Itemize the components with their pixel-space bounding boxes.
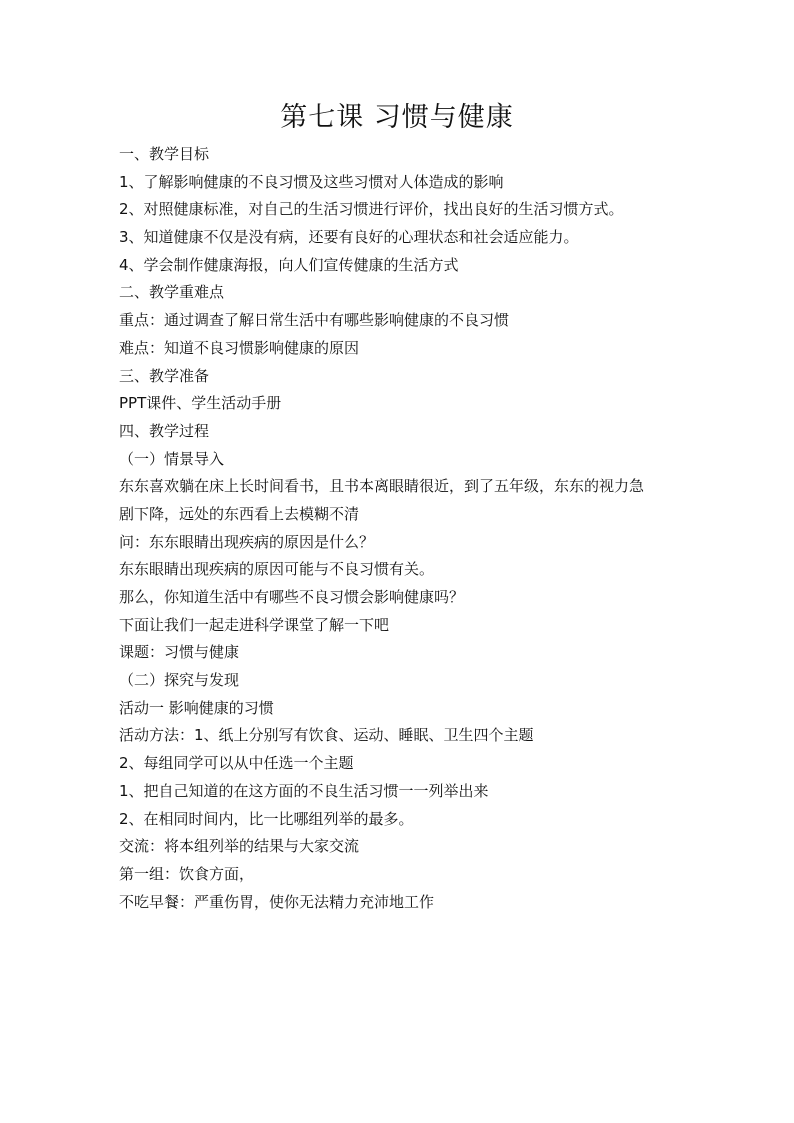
body-line: 东东喜欢躺在床上长时间看书，且书本离眼睛很近，到了五年级，东东的视力急 bbox=[119, 477, 645, 496]
body-line: （一）情景导入 bbox=[119, 449, 225, 468]
body-line: 交流：将本组列举的结果与大家交流 bbox=[119, 837, 360, 856]
body-line: 2、在相同时间内，比一比哪组列举的最多。 bbox=[119, 809, 414, 828]
body-line: 问：东东眼睛出现疾病的原因是什么？ bbox=[119, 532, 375, 551]
body-line: 1、把自己知道的在这方面的不良生活习惯一一列举出来 bbox=[119, 781, 489, 800]
body-line: 4、学会制作健康海报，向人们宣传健康的生活方式 bbox=[119, 255, 459, 274]
document-title: 第七课 习惯与健康 bbox=[280, 102, 514, 133]
body-line: 难点：知道不良习惯影响健康的原因 bbox=[119, 338, 360, 357]
body-line: 课题：习惯与健康 bbox=[119, 643, 240, 662]
body-line: 那么，你知道生活中有哪些不良习惯会影响健康吗？ bbox=[119, 588, 465, 606]
body-line: 活动一 影响健康的习惯 bbox=[119, 698, 274, 717]
document-body bbox=[119, 141, 679, 916]
body-line: 东东眼睛出现疾病的原因可能与不良习惯有关。 bbox=[119, 560, 435, 579]
body-line: 活动方法：1、纸上分别写有饮食、运动、睡眠、卫生四个主题 bbox=[119, 726, 534, 745]
body-line: 剧下降，远处的东西看上去模糊不清 bbox=[119, 504, 360, 523]
body-line: 3、知道健康不仅是没有病，还要有良好的心理状态和社会适应能力。 bbox=[119, 228, 579, 247]
body-line: 重点：通过调查了解日常生活中有哪些影响健康的不良习惯 bbox=[119, 311, 510, 330]
body-line: 1、了解影响健康的不良习惯及这些习惯对人体造成的影响 bbox=[119, 172, 504, 191]
body-line: 第一组：饮食方面， bbox=[119, 864, 255, 883]
body-line: 一、教学目标 bbox=[119, 145, 210, 163]
body-line: 二、教学重难点 bbox=[119, 283, 225, 302]
body-line: 2、对照健康标准，对自己的生活习惯进行评价，找出良好的生活习惯方式。 bbox=[119, 200, 624, 219]
body-line: 2、每组同学可以从中任选一个主题 bbox=[119, 754, 354, 773]
body-line: 四、教学过程 bbox=[119, 421, 210, 440]
body-line: （二）探究与发现 bbox=[119, 671, 240, 690]
body-line: 不吃早餐：严重伤胃，使你无法精力充沛地工作 bbox=[119, 892, 435, 911]
body-line: 下面让我们一起走进科学课堂了解一下吧 bbox=[119, 615, 390, 634]
body-line: PPT课件、学生活动手册 bbox=[119, 394, 282, 413]
body-line: 三、教学准备 bbox=[119, 366, 210, 385]
